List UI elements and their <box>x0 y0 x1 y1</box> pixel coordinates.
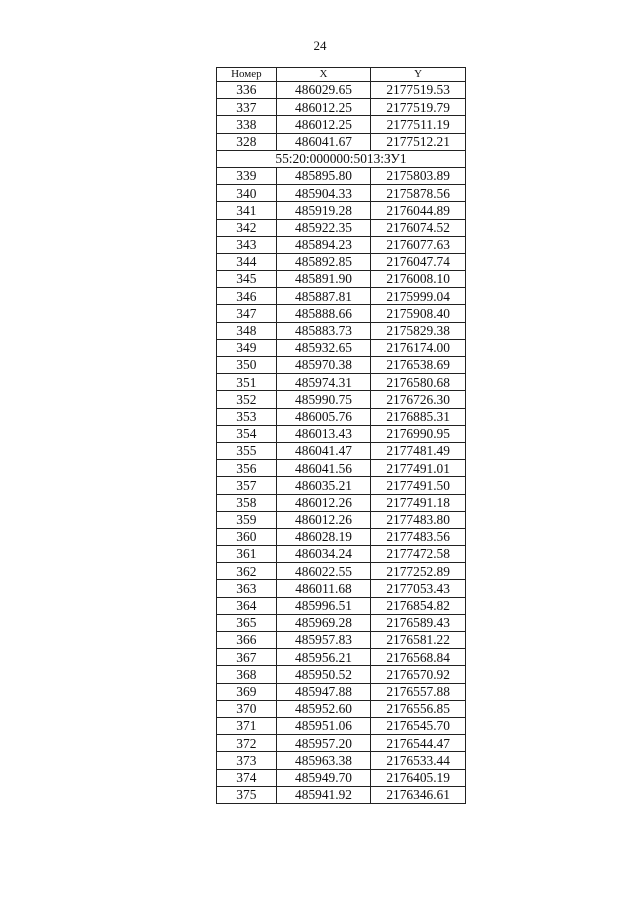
cell-y: 2177491.50 <box>371 477 466 494</box>
table-row <box>217 580 466 597</box>
cell-x: 485891.90 <box>276 271 371 288</box>
cell-y: 2176580.68 <box>371 374 466 391</box>
cell-x: 485919.28 <box>276 202 371 219</box>
table-row <box>217 167 466 184</box>
cell-y: 2177053.43 <box>371 580 466 597</box>
table-row <box>217 219 466 236</box>
cell-x: 485947.88 <box>276 683 371 700</box>
cell-y: 2177472.58 <box>371 546 466 563</box>
table-row <box>217 202 466 219</box>
table-row <box>217 614 466 631</box>
cell-x: 485950.52 <box>276 666 371 683</box>
page-number: 24 <box>313 38 327 53</box>
section-row <box>217 150 466 167</box>
table-row <box>217 700 466 717</box>
cell-number: 336 <box>217 82 277 99</box>
table-row <box>217 752 466 769</box>
cell-number: 371 <box>217 717 277 734</box>
cell-x: 486011.68 <box>276 580 371 597</box>
table-row <box>217 357 466 374</box>
cell-y: 2177512.21 <box>371 133 466 150</box>
cell-y: 2176346.61 <box>371 786 466 803</box>
cell-y: 2176589.43 <box>371 614 466 631</box>
cell-number: 345 <box>217 271 277 288</box>
cell-number: 375 <box>217 786 277 803</box>
cell-y: 2176581.22 <box>371 632 466 649</box>
section-row-group <box>217 150 466 167</box>
cell-number: 351 <box>217 374 277 391</box>
cell-y: 2176044.89 <box>371 202 466 219</box>
cell-x: 485892.85 <box>276 253 371 270</box>
cell-y: 2176854.82 <box>371 597 466 614</box>
cell-x: 485956.21 <box>276 649 371 666</box>
cell-number: 373 <box>217 752 277 769</box>
cell-x: 485996.51 <box>276 597 371 614</box>
cell-y: 2176726.30 <box>371 391 466 408</box>
table-row <box>217 494 466 511</box>
cell-y: 2177491.01 <box>371 460 466 477</box>
table-row <box>217 408 466 425</box>
cell-y: 2176074.52 <box>371 219 466 236</box>
cell-x: 486041.56 <box>276 460 371 477</box>
cell-y: 2175803.89 <box>371 167 466 184</box>
cell-number: 374 <box>217 769 277 786</box>
table-row <box>217 116 466 133</box>
cell-number: 340 <box>217 185 277 202</box>
cell-x: 486035.21 <box>276 477 371 494</box>
cell-number: 353 <box>217 408 277 425</box>
cell-number: 357 <box>217 477 277 494</box>
cell-x: 485957.83 <box>276 632 371 649</box>
table-row <box>217 786 466 803</box>
cell-x: 485904.33 <box>276 185 371 202</box>
cell-x: 485963.38 <box>276 752 371 769</box>
cell-x: 486022.55 <box>276 563 371 580</box>
cell-x: 485949.70 <box>276 769 371 786</box>
cell-number: 372 <box>217 735 277 752</box>
cell-number: 350 <box>217 357 277 374</box>
table-row <box>217 288 466 305</box>
cell-number: 368 <box>217 666 277 683</box>
cell-y: 2176568.84 <box>371 649 466 666</box>
parcel-id-label: 55:20:000000:5013:ЗУ1 <box>217 150 466 167</box>
cell-x: 486012.26 <box>276 511 371 528</box>
cell-y: 2175878.56 <box>371 185 466 202</box>
table-row <box>217 82 466 99</box>
cell-number: 359 <box>217 511 277 528</box>
table-body-before <box>217 82 466 151</box>
cell-number: 349 <box>217 339 277 356</box>
table-row <box>217 305 466 322</box>
header-x: X <box>276 68 371 82</box>
cell-number: 343 <box>217 236 277 253</box>
table-row <box>217 717 466 734</box>
cell-x: 485951.06 <box>276 717 371 734</box>
table-row <box>217 528 466 545</box>
cell-number: 358 <box>217 494 277 511</box>
table-row <box>217 632 466 649</box>
cell-number: 341 <box>217 202 277 219</box>
cell-y: 2177481.49 <box>371 442 466 459</box>
cell-x: 485952.60 <box>276 700 371 717</box>
cell-number: 365 <box>217 614 277 631</box>
cell-x: 486012.25 <box>276 116 371 133</box>
cell-number: 348 <box>217 322 277 339</box>
cell-y: 2175908.40 <box>371 305 466 322</box>
table-row <box>217 339 466 356</box>
table-row <box>217 683 466 700</box>
cell-x: 486041.47 <box>276 442 371 459</box>
cell-y: 2177519.53 <box>371 82 466 99</box>
cell-y: 2176077.63 <box>371 236 466 253</box>
table-row <box>217 666 466 683</box>
cell-y: 2176570.92 <box>371 666 466 683</box>
table-row <box>217 185 466 202</box>
cell-number: 342 <box>217 219 277 236</box>
cell-number: 360 <box>217 528 277 545</box>
cell-x: 486041.67 <box>276 133 371 150</box>
cell-x: 485922.35 <box>276 219 371 236</box>
cell-x: 485957.20 <box>276 735 371 752</box>
cell-x: 485970.38 <box>276 357 371 374</box>
table-row <box>217 511 466 528</box>
table-row <box>217 322 466 339</box>
cell-number: 370 <box>217 700 277 717</box>
cell-y: 2176047.74 <box>371 253 466 270</box>
cell-x: 485969.28 <box>276 614 371 631</box>
cell-number: 328 <box>217 133 277 150</box>
cell-y: 2176405.19 <box>371 769 466 786</box>
cell-number: 338 <box>217 116 277 133</box>
table-row <box>217 735 466 752</box>
table-row <box>217 477 466 494</box>
header-number: Номер <box>217 68 277 82</box>
cell-y: 2176533.44 <box>371 752 466 769</box>
cell-number: 355 <box>217 442 277 459</box>
cell-number: 352 <box>217 391 277 408</box>
cell-x: 485895.80 <box>276 167 371 184</box>
cell-number: 362 <box>217 563 277 580</box>
cell-y: 2176545.70 <box>371 717 466 734</box>
cell-x: 486005.76 <box>276 408 371 425</box>
table-row <box>217 649 466 666</box>
cell-number: 366 <box>217 632 277 649</box>
table-row <box>217 271 466 288</box>
table-row <box>217 546 466 563</box>
table-row <box>217 425 466 442</box>
table-row <box>217 460 466 477</box>
cell-x: 485941.92 <box>276 786 371 803</box>
table-row <box>217 597 466 614</box>
cell-y: 2176557.88 <box>371 683 466 700</box>
cell-y: 2177491.18 <box>371 494 466 511</box>
table-row <box>217 391 466 408</box>
cell-y: 2177511.19 <box>371 116 466 133</box>
cell-y: 2176008.10 <box>371 271 466 288</box>
cell-x: 485888.66 <box>276 305 371 322</box>
cell-number: 347 <box>217 305 277 322</box>
table-row <box>217 253 466 270</box>
cell-x: 486013.43 <box>276 425 371 442</box>
cell-x: 485894.23 <box>276 236 371 253</box>
cell-y: 2176174.00 <box>371 339 466 356</box>
cell-number: 356 <box>217 460 277 477</box>
cell-y: 2177483.80 <box>371 511 466 528</box>
cell-y: 2176538.69 <box>371 357 466 374</box>
cell-number: 361 <box>217 546 277 563</box>
table-row <box>217 374 466 391</box>
cell-y: 2175999.04 <box>371 288 466 305</box>
cell-y: 2176990.95 <box>371 425 466 442</box>
cell-x: 486012.26 <box>276 494 371 511</box>
table-row <box>217 133 466 150</box>
cell-x: 485887.81 <box>276 288 371 305</box>
table-row <box>217 99 466 116</box>
cell-number: 339 <box>217 167 277 184</box>
cell-x: 485974.31 <box>276 374 371 391</box>
cell-x: 486034.24 <box>276 546 371 563</box>
cell-y: 2175829.38 <box>371 322 466 339</box>
table-row <box>217 563 466 580</box>
cell-x: 485990.75 <box>276 391 371 408</box>
table-header-row <box>217 68 466 82</box>
cell-x: 486029.65 <box>276 82 371 99</box>
cell-y: 2176885.31 <box>371 408 466 425</box>
cell-y: 2176556.85 <box>371 700 466 717</box>
table-body-after <box>217 167 466 803</box>
cell-y: 2177252.89 <box>371 563 466 580</box>
cell-number: 344 <box>217 253 277 270</box>
cell-number: 337 <box>217 99 277 116</box>
table-row <box>217 769 466 786</box>
cell-x: 485883.73 <box>276 322 371 339</box>
cell-x: 485932.65 <box>276 339 371 356</box>
cell-y: 2176544.47 <box>371 735 466 752</box>
cell-number: 364 <box>217 597 277 614</box>
cell-number: 363 <box>217 580 277 597</box>
table-row <box>217 442 466 459</box>
cell-number: 367 <box>217 649 277 666</box>
cell-number: 346 <box>217 288 277 305</box>
cell-y: 2177483.56 <box>371 528 466 545</box>
cell-x: 486012.25 <box>276 99 371 116</box>
table-row <box>217 236 466 253</box>
coordinates-table <box>216 67 466 804</box>
header-y: Y <box>371 68 466 82</box>
cell-x: 486028.19 <box>276 528 371 545</box>
cell-number: 369 <box>217 683 277 700</box>
cell-y: 2177519.79 <box>371 99 466 116</box>
cell-number: 354 <box>217 425 277 442</box>
